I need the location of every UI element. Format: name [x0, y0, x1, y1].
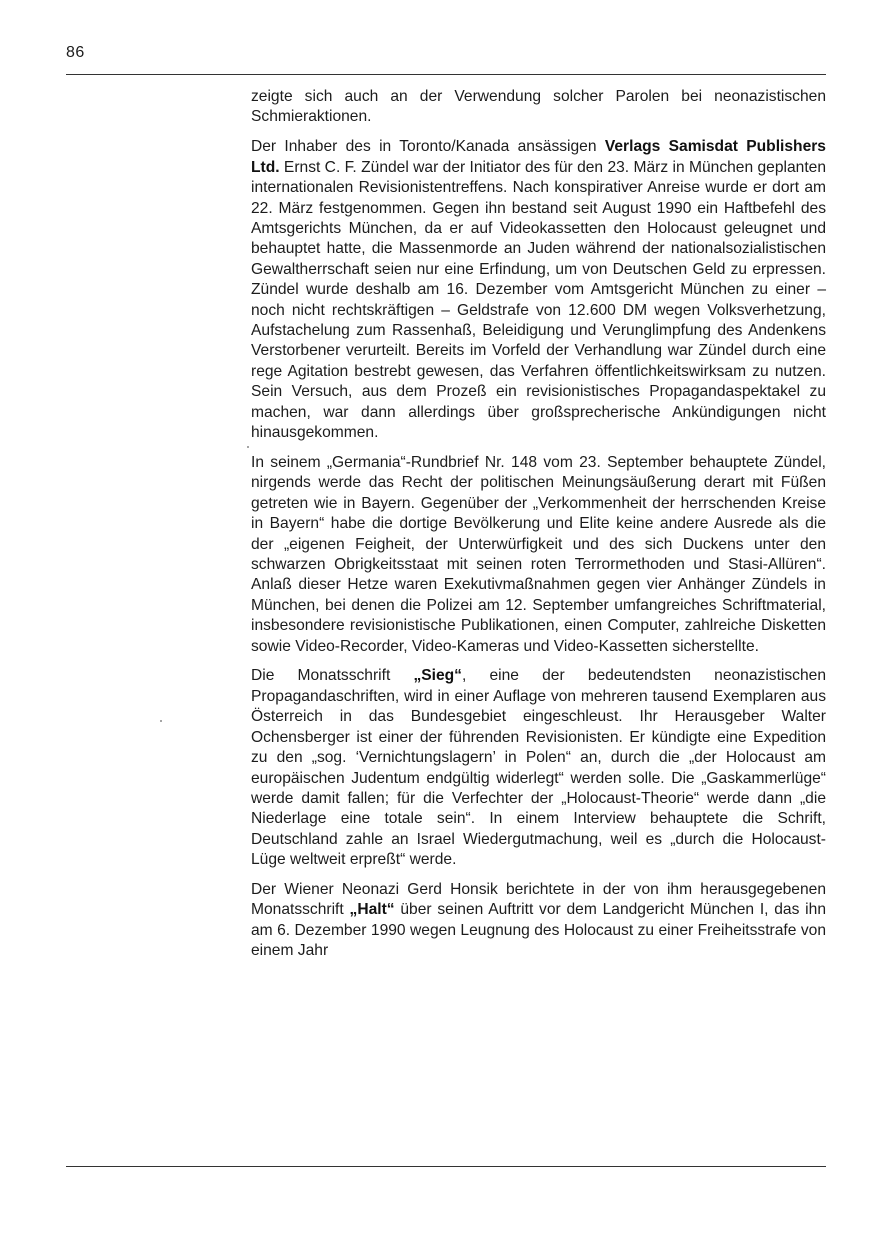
- paragraph: [251, 87, 826, 128]
- bold-title: Verlags Samisdat Publishers Ltd.: [251, 138, 826, 176]
- paragraph: [251, 666, 826, 870]
- text-run: , eine der bedeutendsten neonazistischen Propagandaschriften, wird in einer Auflage von mehreren tausend Exemplaren aus Österreich in das Bundesgebiet eingeschleust. Ihr Herausgeber Walter Ochensberger ist einer der führenden Revisionisten. Er kündigte eine Expedition zu den „sog. ‘Vernichtungslagern’ in Polen“ an, durch die „der Holocaust am europäischen Judentum endgültig widerlegt“ werden solle. Die „Gaskammerlüge“ werde damit fallen; für die Verfechter der „Holocaust-Theorie“ werde dann „die Niederlage eine totale sein“. In einem Interview behauptete die Schrift, Deutschland zahle an Israel Wiedergutmachung, weil es „durch die Holocaust-Lüge weltweit erpreßt“ werde.: [251, 667, 826, 869]
- text-run: Die Monatsschrift: [251, 667, 414, 685]
- body-text: [251, 87, 826, 971]
- paragraph: [251, 880, 826, 962]
- text-run: zeigte sich auch an der Verwendung solcher Parolen bei neonazistischen Schmieraktionen.: [251, 88, 826, 126]
- text-run: Ernst C. F. Zündel war der Initiator des für den 23. März in München geplanten internationalen Revisionistentreffens. Nach konspirativer Anreise wurde er dort am 22. März festgenommen. Gegen ihn bestand seit August 1990 ein Haftbefehl des Amtsgerichts München, da er auf Videokassetten den Holocaust geleugnet und behauptet hatte, die Massenmorde an Juden während der nationalsozialistischen Gewaltherrschaft seien nur eine Erfindung, um von Deutschen Geld zu erpressen. Zündel wurde deshalb am 16. Dezember vom Amtsgericht München zu einer – noch nicht rechtskräftigen – Geldstrafe von 12.600 DM wegen Volksverhetzung, Aufstachelung zum Rassenhaß, Beleidigung und Verunglimpfung des Andenkens Verstorbener verurteilt. Bereits im Vorfeld der Verhandlung war Zündel durch eine rege Agitation bestrebt gewesen, das Verfahren öffentlichkeitswirksam zu nutzen. Sein Versuch, aus dem Prozeß ein revisionistisches Propagandaspektakel zu machen, war dann allerdings über großsprecherische Ankündigungen nicht hinausgekommen.: [251, 158, 826, 441]
- text-run: Der Inhaber des in Toronto/Kanada ansässigen: [251, 138, 605, 156]
- scan-speck: [160, 720, 162, 722]
- text-run: über seinen Auftritt vor dem Landgericht München I, das ihn am 6. Dezember 1990 wegen Leugnung des Holocaust zu einer Freiheitsstrafe von einem Jahr: [251, 901, 826, 960]
- bold-title: „Sieg“: [413, 667, 462, 685]
- text-run: Der Wiener Neonazi Gerd Honsik berichtete in der von ihm herausgegebenen Monatsschrift: [251, 881, 826, 919]
- header-rule: [66, 74, 826, 75]
- paragraph: [251, 453, 826, 657]
- paragraph: [251, 137, 826, 443]
- bold-title: „Halt“: [349, 901, 395, 919]
- text-run: In seinem „Germania“-Rundbrief Nr. 148 vom 23. September behauptete Zündel, nirgends werde das Recht der politischen Meinungsäußerung derart mit Füßen getreten wie in Bayern. Gegenüber der „Verkommenheit der herrschenden Kreise in Bayern“ habe die dortige Bevölkerung und Elite keine andere Ausrede als die der „eigenen Feigheit, der Unterwürfigkeit und des sich Duckens unter den schwarzen Obrigkeitsstaat mit seinen roten Terrormethoden und Stasi-Allüren“. Anlaß dieser Hetze waren Exekutivmaßnahmen gegen vier Anhänger Zündels in München, bei denen die Polizei am 12. September umfangreiches Schriftmaterial, insbesondere revisionistische Publikationen, einen Computer, zahlreiche Disketten sowie Video-Recorder, Video-Kameras und Video-Kassetten sicherstellte.: [251, 453, 826, 655]
- footer-rule: [66, 1166, 826, 1167]
- page-number: 86: [66, 44, 85, 61]
- scan-speck: [247, 446, 249, 448]
